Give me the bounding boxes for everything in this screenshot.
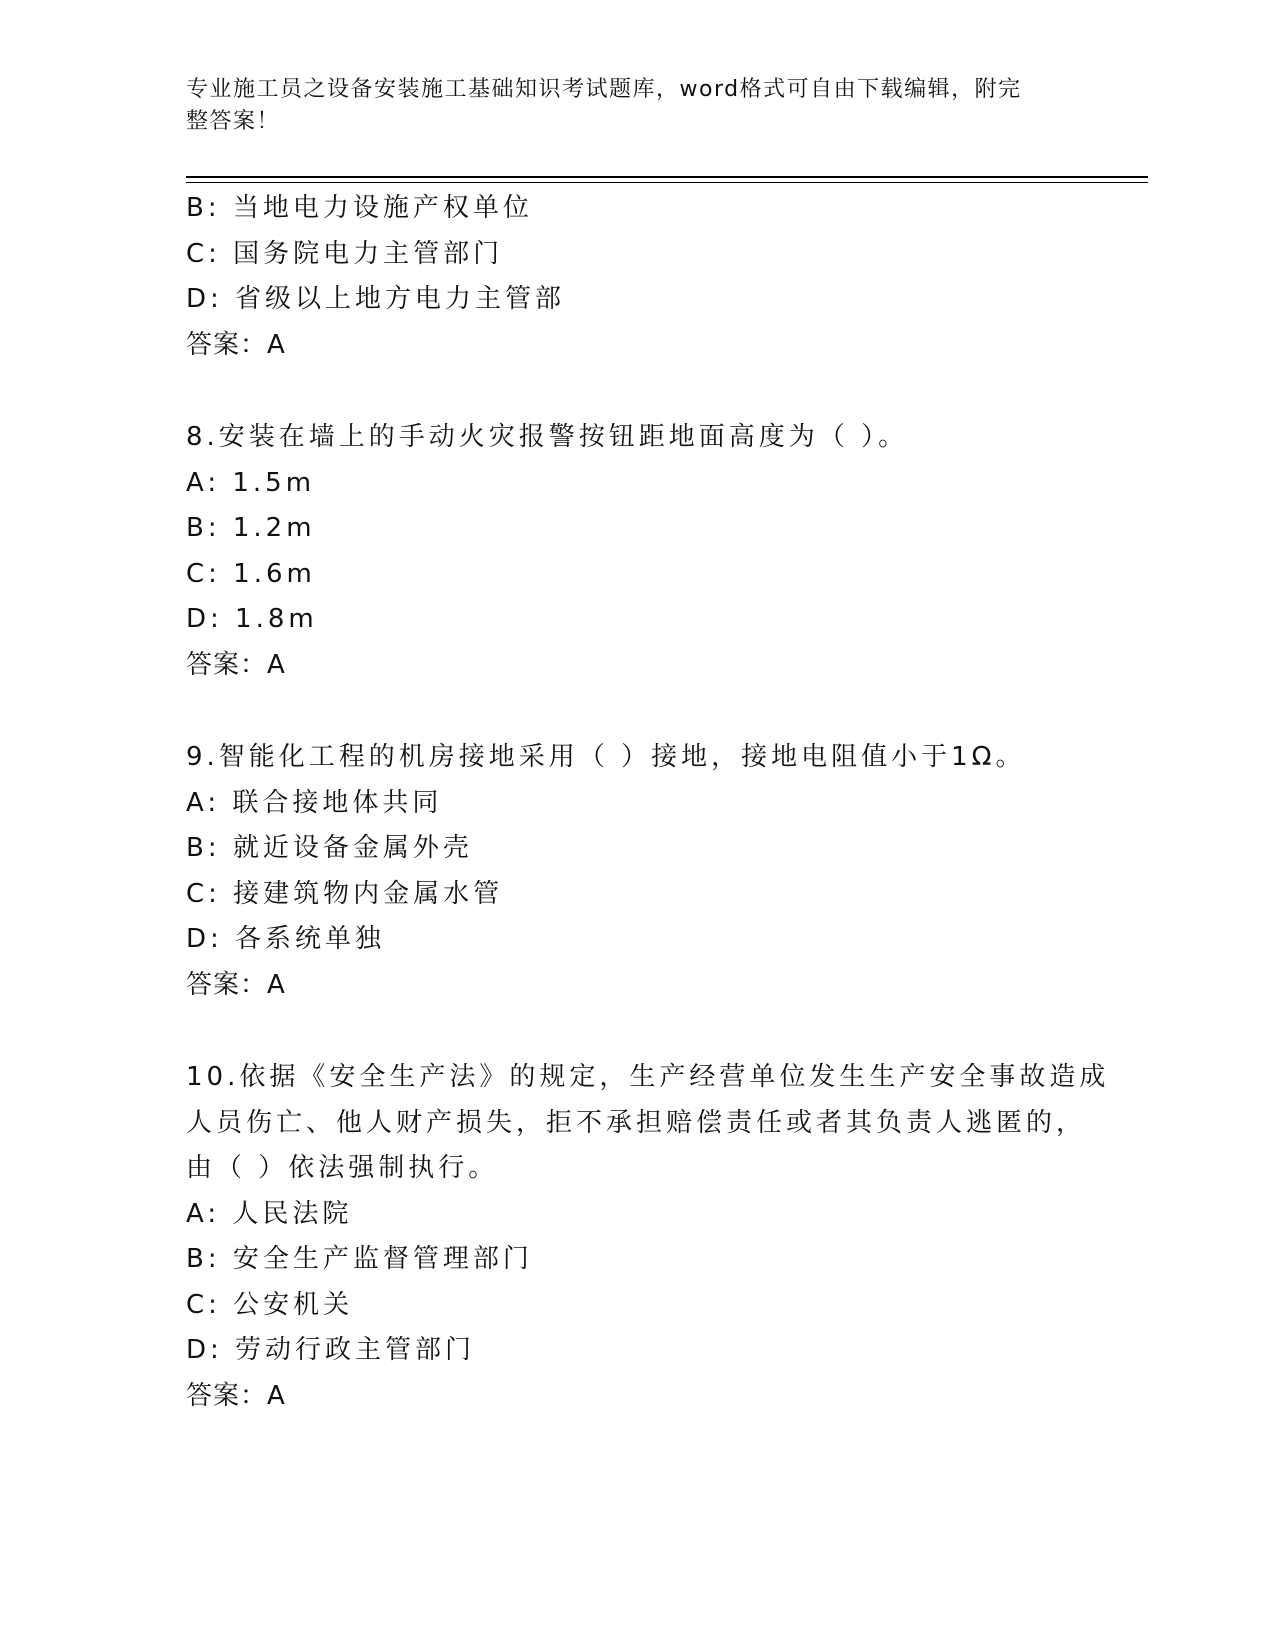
option-b: B: 1.2m (186, 513, 316, 543)
option-b: B: 就近设备金属外壳 (186, 833, 473, 863)
document-header (186, 74, 1066, 138)
option-c: C: 公安机关 (186, 1289, 354, 1320)
option-d: D: 劳动行政主管部门 (186, 1335, 476, 1365)
spacer (186, 1008, 1086, 1055)
answer-line: 答案：A (186, 1380, 286, 1411)
question-7-continuation (186, 186, 1086, 368)
option-c: C: 国务院电力主管部门 (186, 238, 504, 269)
answer-line: 答案：A (186, 649, 286, 680)
option-d: D: 1.8m (186, 604, 318, 634)
option-b: B: 安全生产监督管理部门 (186, 1244, 533, 1274)
option-c: C: 1.6m (186, 558, 316, 589)
spacer (186, 688, 1086, 735)
answer-line: 答案：A (186, 969, 286, 1000)
question-9 (186, 735, 1086, 1008)
question-list (186, 186, 1110, 1419)
header-line-2: 整答案！ (186, 109, 281, 134)
option-d: D: 各系统单独 (186, 924, 386, 954)
question-text-line-3: 由（ ）依法强制执行。 (186, 1153, 499, 1183)
option-b: B: 当地电力设施产权单位 (186, 193, 533, 223)
option-c: C: 接建筑物内金属水管 (186, 878, 504, 909)
answer-line: 答案：A (186, 329, 286, 360)
option-a: A: 1.5m (186, 467, 316, 498)
option-d: D: 省级以上地方电力主管部 (186, 284, 566, 314)
question-10 (186, 1055, 1110, 1419)
header-line-1: 专业施工员之设备安装施工基础知识考试题库，word格式可自由下载编辑，附完 (186, 77, 1022, 102)
option-a: A: 联合接地体共同 (186, 787, 443, 818)
spacer (186, 368, 1086, 415)
header-divider-thin (186, 182, 1148, 183)
question-text-line-1: 10.依据《安全生产法》的规定，生产经营单位发生生产安全事故造成 (186, 1062, 1110, 1092)
header-divider-thick (186, 176, 1148, 178)
question-text-line-2: 人员伤亡、他人财产损失，拒不承担赔偿责任或者其负责人逃匿的， (186, 1107, 1087, 1138)
question-8 (186, 415, 1086, 688)
question-text: 9.智能化工程的机房接地采用（ ）接地，接地电阻值小于1Ω。 (186, 742, 1026, 772)
question-text: 8.安装在墙上的手动火灾报警按钮距地面高度为（ ）。 (186, 422, 909, 452)
option-a: A: 人民法院 (186, 1198, 353, 1229)
